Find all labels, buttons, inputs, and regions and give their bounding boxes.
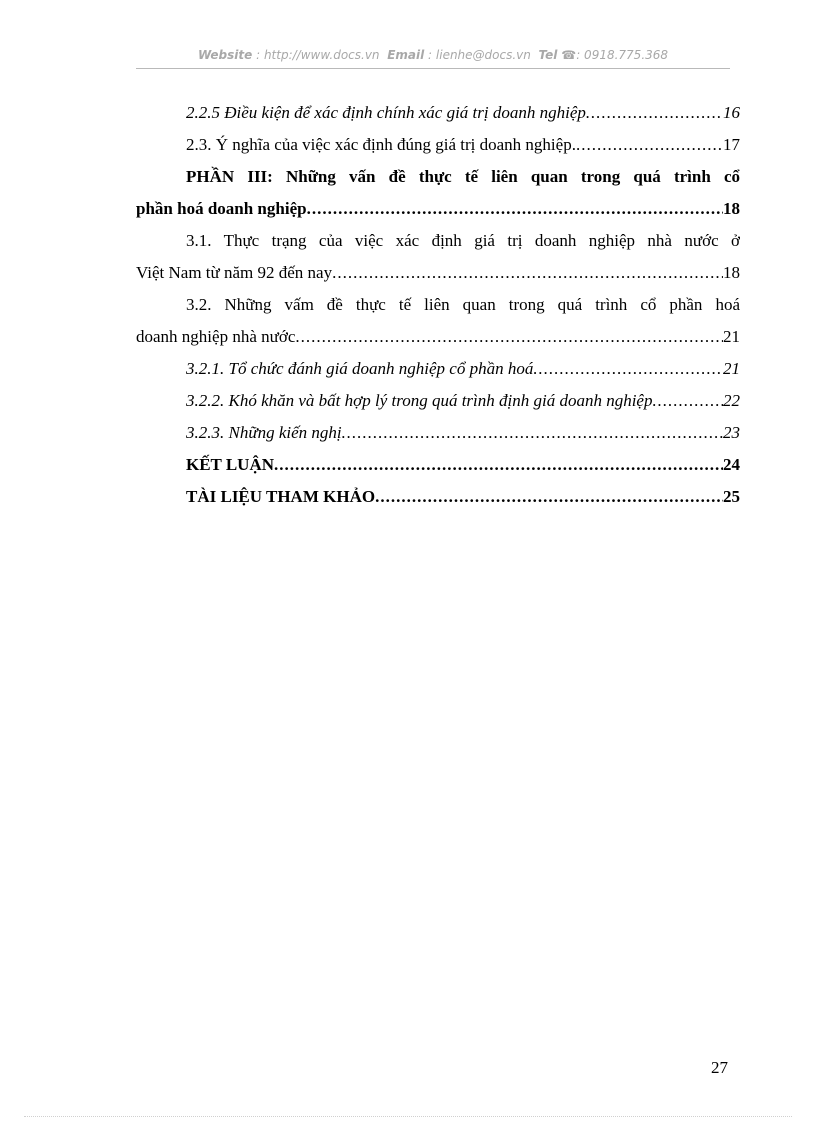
toc-entry-3-1-line1: 3.1. Thực trạng của việc xác định giá trị doanh nghiệp nhà nước ở — [186, 231, 740, 250]
toc-entry-3-2-line1: 3.2. Những vấm đề thực tế liên quan trong quá trình cổ phần hoá — [186, 295, 740, 314]
footer-rule — [24, 1116, 792, 1117]
toc-entry-2-3: 2.3. Ý nghĩa của việc xác định đúng giá trị doanh nghiệp. ..... 17 — [136, 129, 740, 161]
tel-value: : 0918.775.368 — [576, 48, 669, 62]
toc-entry-references: TÀI LIỆU THAM KHẢO ..... 25 — [136, 481, 740, 513]
website-value: : http://www.docs.vn — [256, 48, 380, 62]
toc-entry-part-3-line1: PHẦN III: Những vấn đề thực tế liên quan trong quá trình cổ — [186, 167, 740, 186]
website-label: Website — [197, 48, 253, 62]
toc-entry-2-2-5: 2.2.5 Điều kiện để xác định chính xác giá trị doanh nghiệp ..... 16 — [136, 97, 740, 129]
phone-icon: ☎ — [561, 48, 577, 62]
header-rule — [136, 68, 730, 69]
toc-entry-part-3-line2: phần hoá doanh nghiệp ..... 18 — [136, 193, 740, 225]
toc-entry-3-2-line2: doanh nghiệp nhà nước ..... 21 — [136, 321, 740, 353]
toc-entry-3-1-line2: Việt Nam từ năm 92 đến nay ..... 18 — [136, 257, 740, 289]
tel-label: Tel — [538, 48, 558, 62]
table-of-contents — [136, 97, 740, 513]
page-number: 27 — [711, 1058, 728, 1077]
toc-entry-3-2-1: 3.2.1. Tổ chức đánh giá doanh nghiệp cổ phần hoá ..... 21 — [136, 353, 740, 385]
toc-entry-3-2-3: 3.2.3. Những kiến nghị ..... 23 — [136, 417, 740, 449]
email-label: Email — [387, 48, 425, 62]
toc-entry-3-2-2: 3.2.2. Khó khăn và bất hợp lý trong quá trình định giá doanh nghiệp ..... 22 — [136, 385, 740, 417]
email-value: : lienhe@docs.vn — [428, 48, 531, 62]
toc-entry-conclusion: KẾT LUẬN ..... 24 — [136, 449, 740, 481]
page-header — [136, 48, 730, 62]
